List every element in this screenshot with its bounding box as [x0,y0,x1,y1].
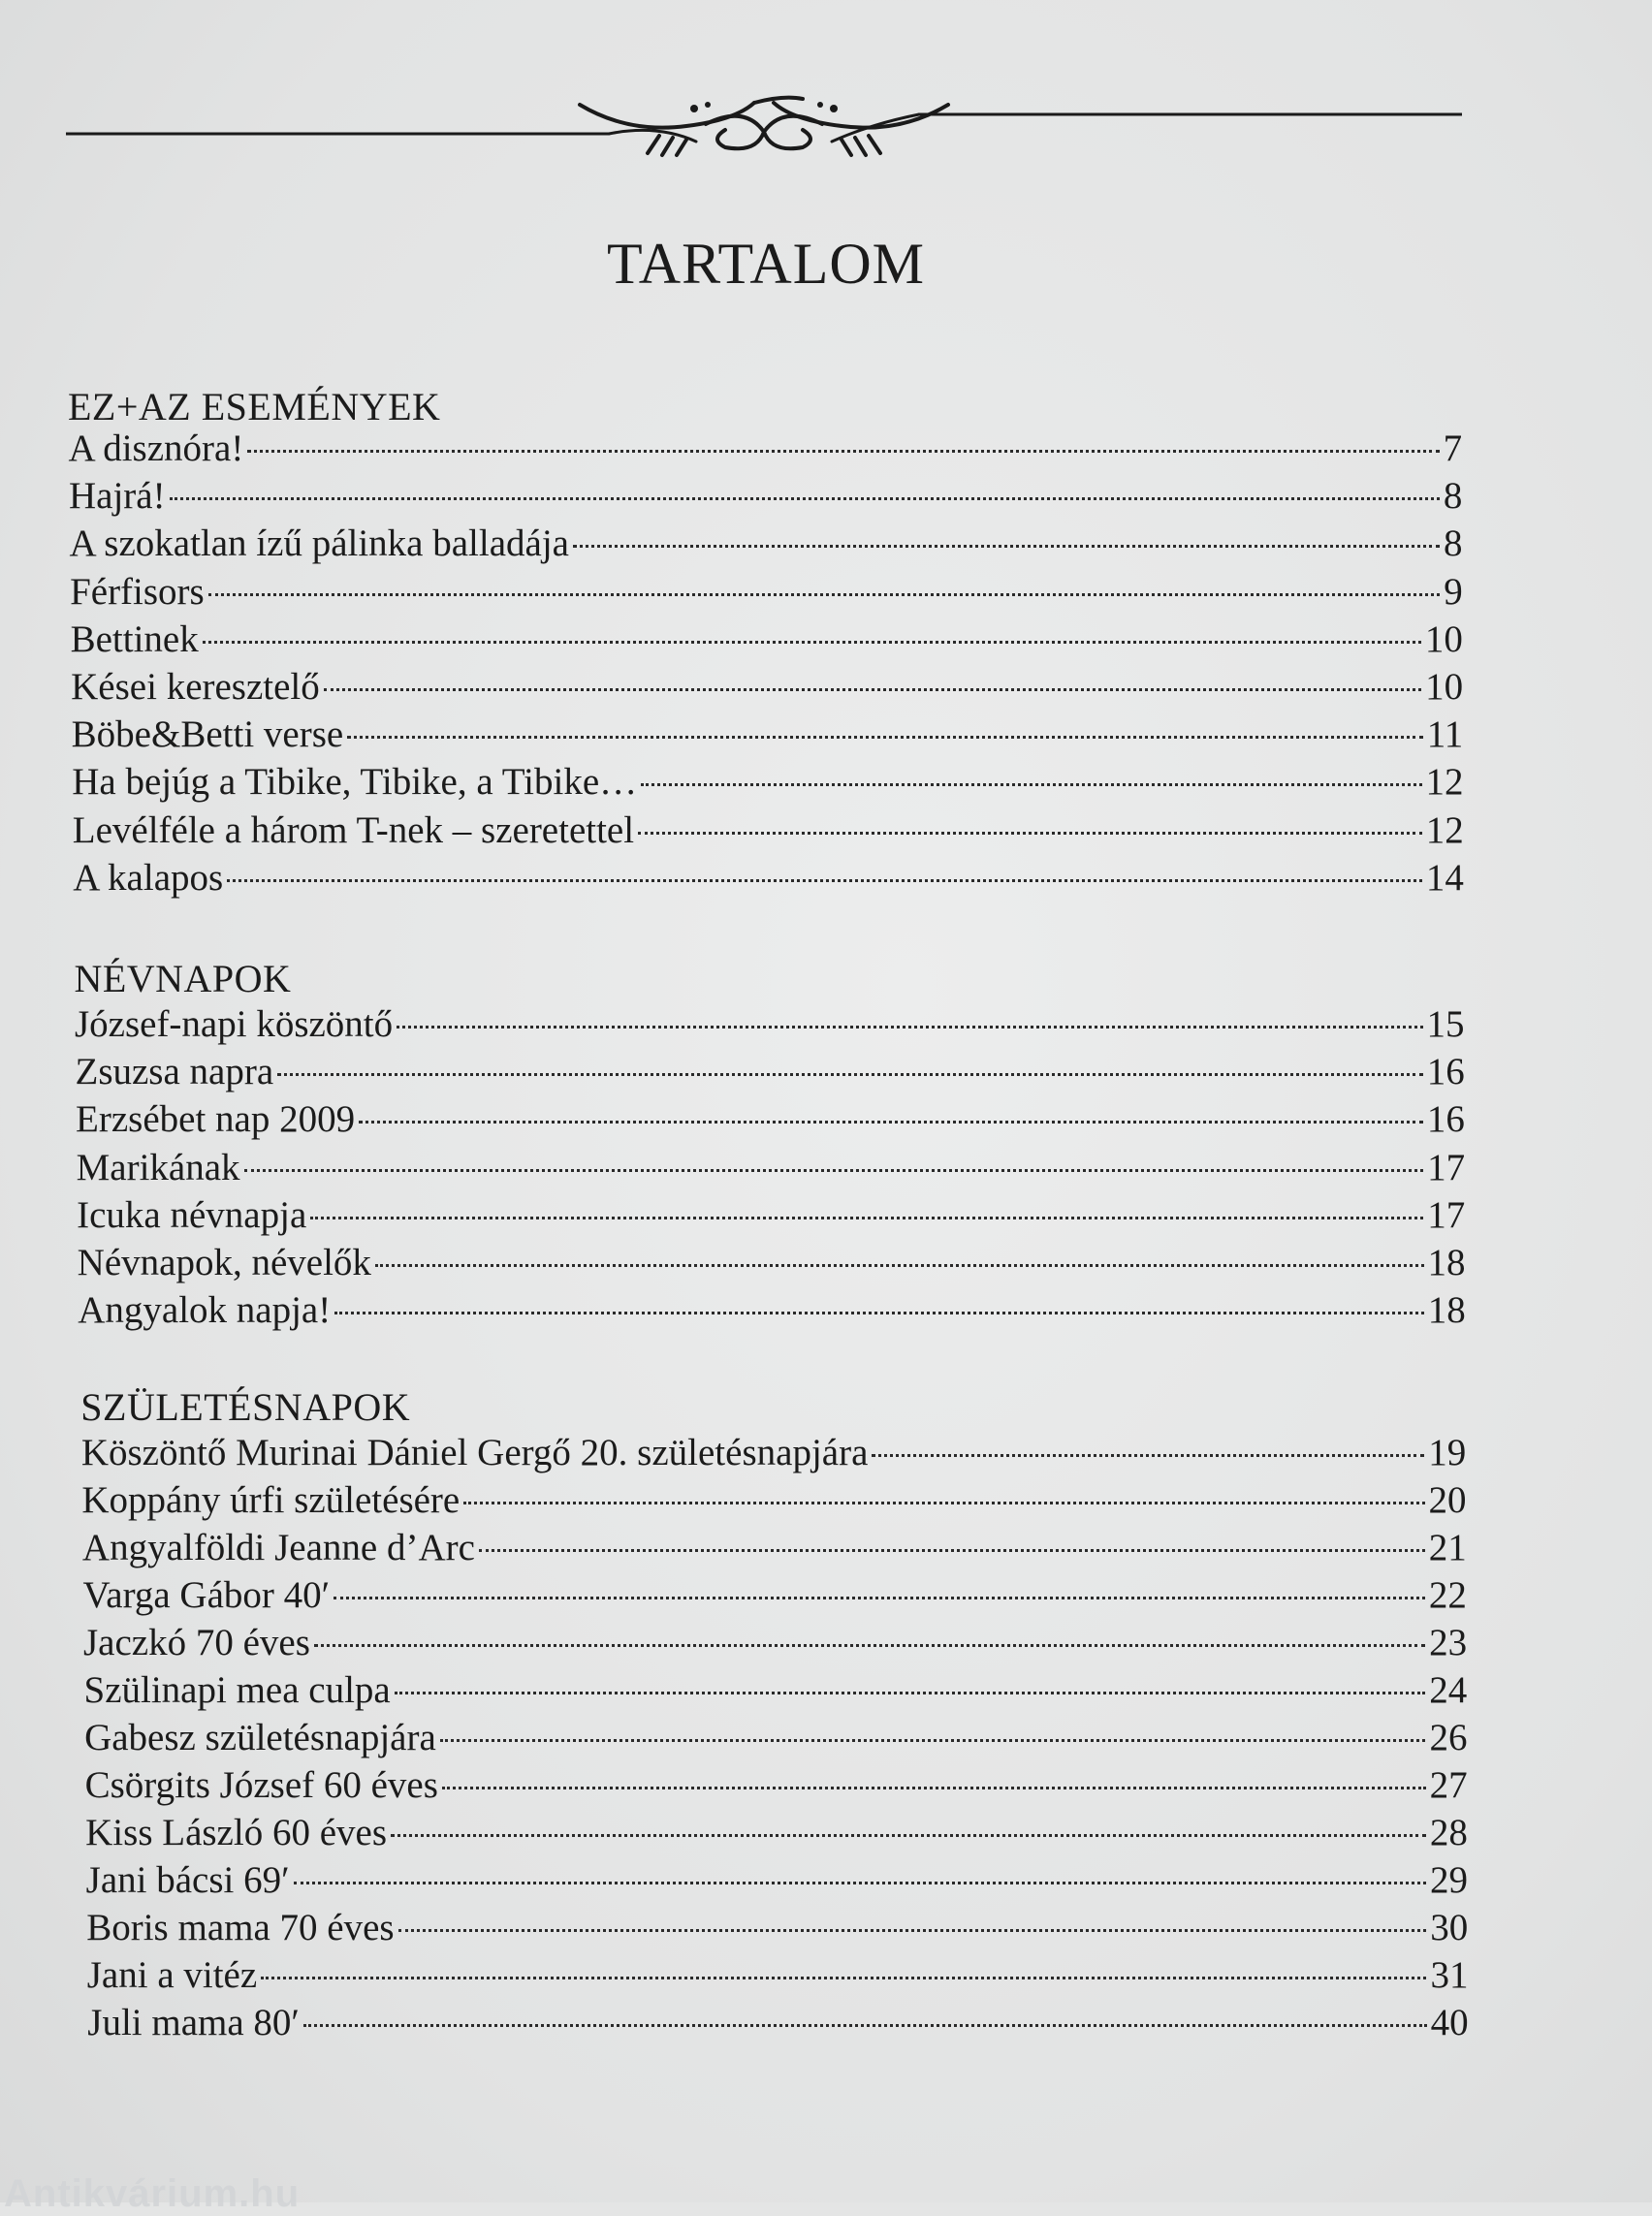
dot-leader [638,832,1422,835]
toc-entry-title: Hajrá! [68,475,166,518]
toc-entry[interactable] [76,1097,1465,1142]
dot-leader [303,2024,1427,2027]
toc-entry-title: Böbe&Betti verse [71,713,344,756]
dot-leader [203,641,1421,644]
toc-entry-page-number: 19 [1428,1432,1467,1473]
toc-entry-title: Varga Gábor 40′ [82,1574,331,1616]
toc-entry[interactable] [75,1002,1465,1047]
toc-entry[interactable] [71,617,1463,662]
toc-entry[interactable] [86,1858,1468,1903]
toc-entry[interactable] [76,1050,1465,1094]
toc-entry-title: Levélféle a három T-nek – szeretettel [72,808,635,851]
toc-entry[interactable] [83,1621,1467,1665]
toc-entry-page-number: 10 [1425,666,1464,708]
dot-leader [261,1977,1426,1979]
toc-entry[interactable] [71,665,1463,710]
toc-entry[interactable] [84,1716,1467,1760]
toc-entry[interactable] [87,1953,1469,1998]
toc-entry[interactable] [82,1526,1467,1570]
toc-entry-title: Koppány úrfi születésére [81,1479,461,1521]
toc-entry-title: Boris mama 70 éves [86,1907,395,1948]
dot-leader [479,1549,1425,1552]
toc-entry-page-number: 22 [1428,1574,1467,1616]
toc-entry-title: Férfisors [70,570,205,613]
dot-leader [347,736,1423,739]
dot-leader [641,783,1421,786]
toc-entry-title: Szülinapi mea culpa [83,1669,391,1711]
toc-entry-title: Icuka névnapja [77,1193,307,1236]
toc-entry-title: Kiss László 60 éves [85,1812,387,1853]
dot-leader [208,593,1441,596]
toc-entry-page-number: 14 [1425,856,1464,899]
toc-entry[interactable] [78,1288,1465,1333]
toc-entry-title: Ha bejúg a Tibike, Tibike, a Tibike… [72,761,638,804]
toc-entry-page-number: 17 [1427,1146,1466,1188]
toc-entry-title: Gabesz születésnapjára [84,1717,436,1758]
toc-entry[interactable] [73,808,1464,853]
toc-entry-title: Angyalföldi Jeanne d’Arc [81,1527,475,1568]
toc-entry[interactable] [72,712,1464,757]
toc-entry-title: A kalapos [73,856,224,899]
section-heading: SZÜLETÉSNAPOK [80,1385,411,1429]
toc-entry[interactable] [82,1573,1466,1618]
ornament-divider-icon [66,85,1462,163]
toc-entry[interactable] [77,1146,1466,1190]
toc-entry-title: A szokatlan ízű pálinka balladája [69,522,569,565]
toc-entry-page-number: 7 [1443,427,1463,469]
section-heading: NÉVNAPOK [74,957,292,1000]
dot-leader [359,1121,1423,1124]
toc-entry[interactable] [70,522,1463,566]
toc-entry-page-number: 18 [1427,1289,1466,1332]
toc-entry[interactable] [77,1193,1465,1238]
toc-entry[interactable] [73,856,1464,901]
dot-leader [334,1597,1425,1599]
toc-entry-page-number: 28 [1429,1812,1468,1853]
dot-leader [314,1644,1425,1647]
toc-entry-page-number: 16 [1426,1098,1465,1141]
dot-leader [440,1739,1426,1742]
dot-leader [391,1834,1426,1837]
toc-entry-page-number: 23 [1429,1622,1468,1663]
dot-leader [310,1217,1423,1219]
toc-entry-title: Jaczkó 70 éves [82,1622,310,1663]
toc-entry-title: Erzsébet nap 2009 [76,1098,356,1141]
toc-entry-page-number: 15 [1426,1003,1465,1045]
toc-entry[interactable] [72,760,1463,805]
toc-entry-page-number: 12 [1425,808,1464,851]
toc-entry-page-number: 10 [1424,617,1463,660]
toc-entry-page-number: 40 [1430,2002,1469,2043]
toc-entry-page-number: 11 [1426,713,1464,756]
toc-entry-page-number: 30 [1430,1907,1469,1948]
toc-entry-title: Marikának [76,1146,240,1188]
dot-leader [247,450,1439,453]
toc-entry-title: A disznóra! [68,427,244,469]
dot-leader [244,1169,1424,1172]
toc-entry-page-number: 20 [1428,1479,1467,1521]
toc-entry-title: Bettinek [70,617,199,660]
toc-entry-title: Jani bácsi 69′ [85,1859,290,1901]
toc-entry-title: Juli mama 80′ [87,2002,300,2043]
toc-entry-page-number: 16 [1426,1051,1465,1093]
toc-entry-page-number: 26 [1429,1717,1468,1758]
toc-entry[interactable] [81,1478,1466,1523]
toc-entry[interactable] [86,1906,1468,1950]
toc-entry[interactable] [84,1668,1468,1713]
dot-leader [170,497,1440,500]
dot-leader [442,1787,1426,1789]
toc-entry-page-number: 8 [1443,475,1463,518]
dot-leader [398,1929,1427,1932]
toc-entry[interactable] [85,1811,1468,1855]
section-heading: EZ+AZ ESEMÉNYEK [67,385,441,428]
dot-leader [324,688,1421,691]
toc-entry-page-number: 12 [1425,761,1464,804]
toc-entry-page-number: 17 [1427,1193,1466,1236]
toc-entry-title: Zsuzsa napra [75,1051,274,1093]
toc-entry-title: Jani a vitéz [86,1954,258,1996]
toc-entry-page-number: 24 [1429,1669,1468,1711]
toc-entry-page-number: 29 [1430,1859,1469,1901]
dot-leader [573,545,1440,548]
toc-entry[interactable] [85,1763,1468,1808]
toc-entry-title: Köszöntő Murinai Dániel Gergő 20. születésnapjára [80,1432,869,1473]
toc-entry-title: Névnapok, névelők [77,1242,371,1283]
toc-entry-title: Kései keresztelő [71,666,320,708]
toc-entry-title: Angyalok napja! [78,1289,332,1332]
dot-leader [334,1312,1423,1314]
dot-leader [397,1026,1422,1029]
toc-entry-page-number: 9 [1444,570,1463,613]
dot-leader [375,1264,1424,1267]
dot-leader [277,1073,1423,1076]
page-title: TARTALOM [606,232,926,296]
toc-entry-page-number: 27 [1429,1764,1468,1806]
toc-entry-title: József-napi köszöntő [74,1003,394,1045]
toc-entry[interactable] [87,2001,1468,2045]
toc-entry-page-number: 21 [1428,1527,1467,1568]
toc-entry[interactable] [68,427,1462,471]
dot-leader [395,1692,1426,1694]
toc-entry-title: Csörgits József 60 éves [84,1764,438,1806]
toc-entry-page-number: 31 [1430,1954,1469,1996]
toc-entry[interactable] [81,1431,1466,1475]
toc-entry[interactable] [70,570,1463,615]
dot-leader [872,1454,1424,1457]
toc-entry[interactable] [69,474,1462,519]
toc-entry-page-number: 18 [1427,1242,1466,1283]
watermark: Antikvárium.hu [4,2172,301,2215]
toc-entry-page-number: 8 [1444,522,1463,565]
dot-leader [294,1882,1426,1884]
toc-entry[interactable] [78,1241,1466,1285]
dot-leader [463,1502,1424,1504]
dot-leader [227,879,1422,882]
